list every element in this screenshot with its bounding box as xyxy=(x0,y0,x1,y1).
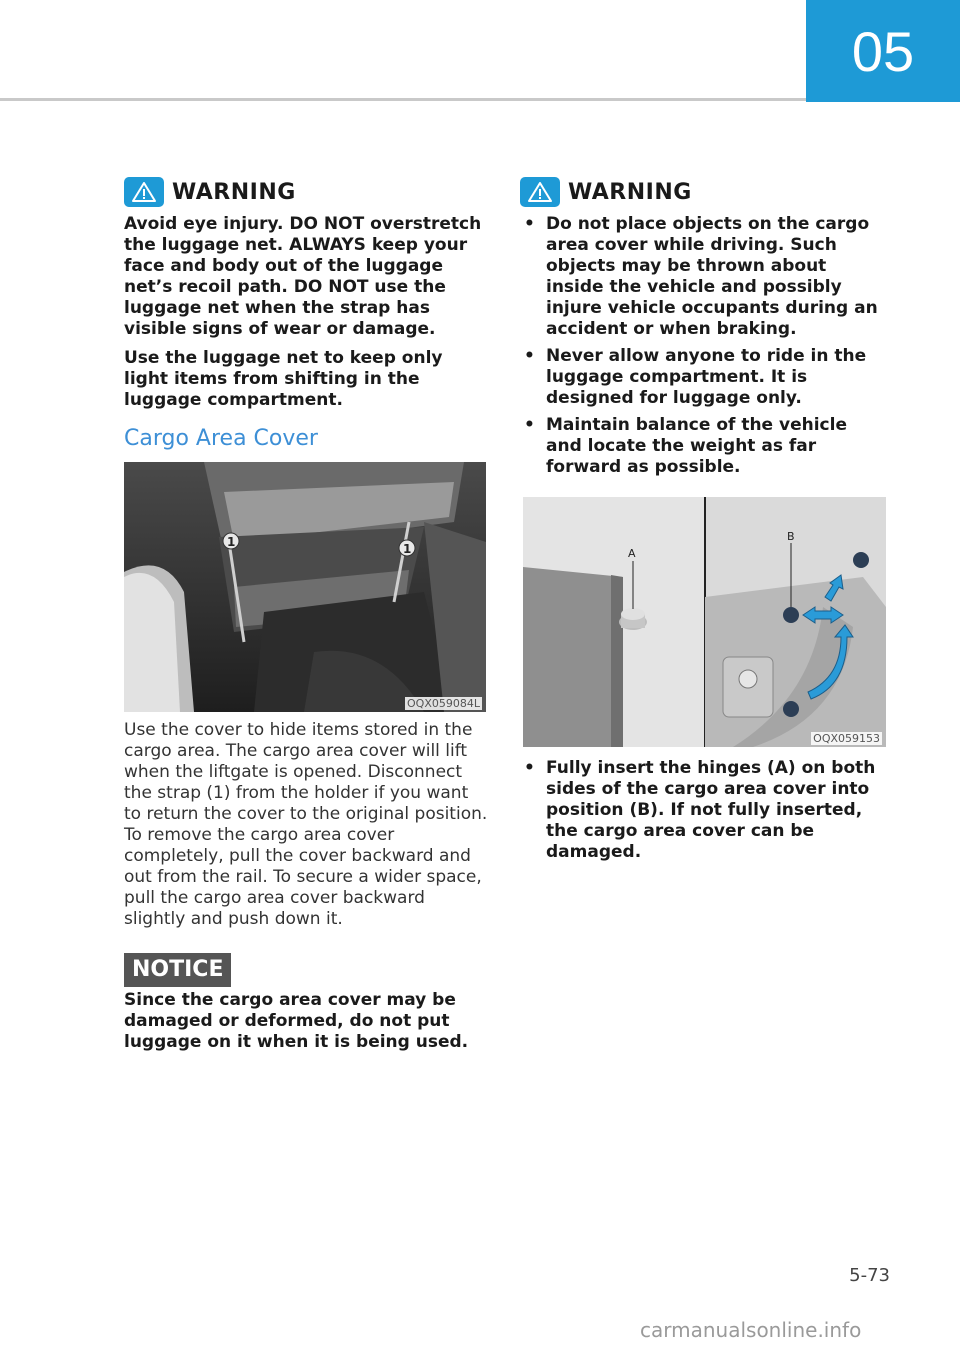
chapter-number: 05 xyxy=(851,19,915,83)
callout-1: 1 xyxy=(403,542,412,556)
notice-badge: NOTICE xyxy=(124,953,231,987)
note-list-item: • Fully insert the hinges (A) on both sides of the cargo area cover into position (B). If not fully inserted, the cargo area cover can be damaged. xyxy=(520,758,888,863)
notice-badge-wrap xyxy=(124,953,231,987)
label-b: B xyxy=(787,530,795,543)
warning-list-item: • Never allow anyone to ride in the luggage compartment. It is designed for luggage only. xyxy=(520,346,888,409)
figure-code: OQX059153 xyxy=(813,732,880,745)
warning-box-right xyxy=(520,174,888,484)
header-rule xyxy=(0,98,806,101)
label-a: A xyxy=(628,547,636,560)
section-title: Cargo Area Cover xyxy=(124,426,318,451)
warning-paragraph: Use the luggage net to keep only light items from shifting in the luggage compartment. xyxy=(124,348,443,410)
note-list xyxy=(520,758,888,869)
cargo-cover-photo xyxy=(124,462,486,712)
warning-triangle-icon xyxy=(520,177,560,207)
warning-list-item: • Do not place objects on the cargo area cover while driving. Such objects may be thrown about inside the vehicle and possibly injure vehicle occupants during an accident or when braking. xyxy=(520,214,888,340)
warning-header xyxy=(520,174,888,210)
figure-code: OQX059084L xyxy=(407,697,480,710)
cargo-cover-illustration xyxy=(124,462,486,712)
warning-triangle-icon xyxy=(124,177,164,207)
warning-title: WARNING xyxy=(172,179,296,205)
warning-header xyxy=(124,174,488,210)
notice-text: Since the cargo area cover may be damaged or deformed, do not put luggage on it when it is being used. xyxy=(124,990,469,1052)
page-number: 5-73 xyxy=(849,1265,890,1286)
warning-title: WARNING xyxy=(568,179,692,205)
warning-list-item: • Maintain balance of the vehicle and locate the weight as far forward as possible. xyxy=(520,415,888,478)
warning-box-left xyxy=(124,174,488,411)
body-paragraph: Use the cover to hide items stored in the cargo area. The cargo area cover will lift when the liftgate is opened. Disconnect the strap (1) from the holder if you want to return the cover to the original position. To remove the cargo area cover completely, pull the cover backward and out from the rail. To secure a wider space, pull the cargo area cover backward slightly and push down it. xyxy=(124,720,488,929)
callout-1: 1 xyxy=(227,535,236,549)
warning-paragraph: Avoid eye injury. DO NOT overstretch the luggage net. ALWAYS keep your face and body out of the luggage net’s recoil path. DO NOT use the luggage net when the strap has visible signs of wear or damage. xyxy=(124,214,482,339)
hinge-illustration xyxy=(523,497,886,747)
chapter-tab xyxy=(806,0,960,102)
warning-list xyxy=(520,214,888,478)
watermark-url: carmanualsonline.info xyxy=(640,1318,862,1342)
hinge-diagram xyxy=(523,497,886,747)
